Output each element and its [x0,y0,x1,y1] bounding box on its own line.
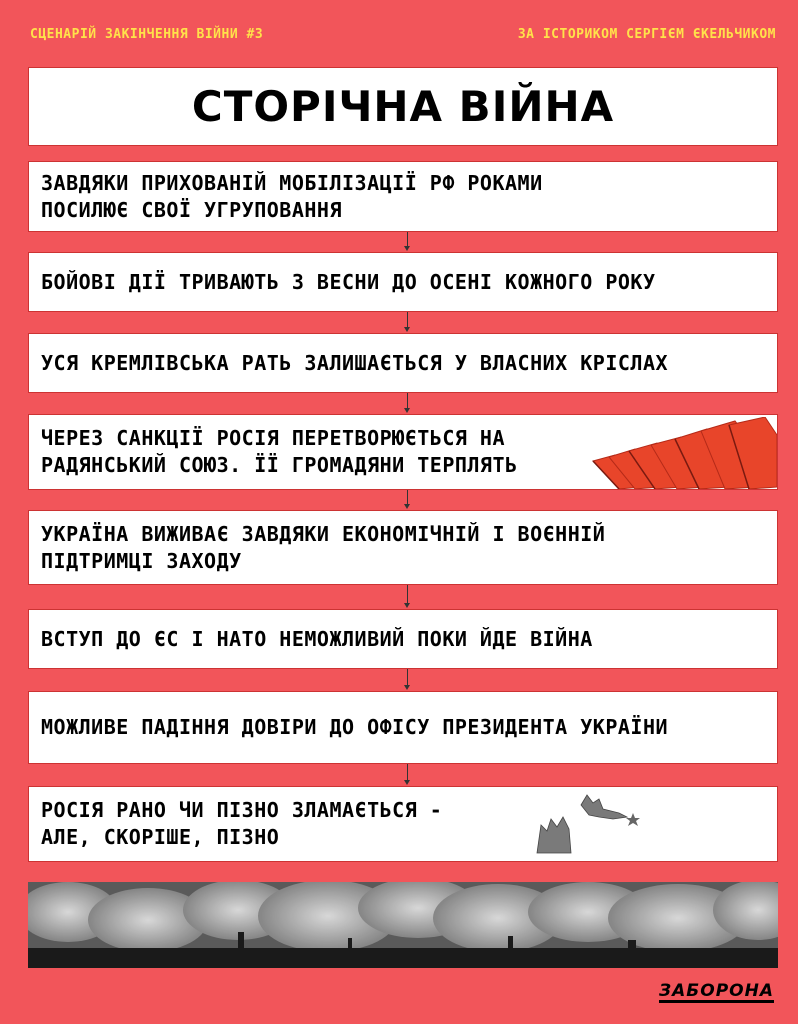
step-text-7: МОЖЛИВЕ ПАДІННЯ ДОВІРИ ДО ОФІСУ ПРЕЗИДЕНТА УКРАЇНИ [41,715,669,739]
author-label: ЗА ІСТОРИКОМ СЕРГІЄМ ЄКЕЛЬЧИКОМ [517,27,776,42]
arrow-down-icon [404,780,410,785]
explosion-smoke-image [28,882,778,968]
step-text-3: УСЯ КРЕМЛІВСЬКА РАТЬ ЗАЛИШАЄТЬСЯ У ВЛАСНИХ КРІСЛАХ [41,350,669,375]
connector-6 [407,669,408,685]
arrow-down-icon [404,408,410,413]
connector-5 [407,585,408,603]
connector-4 [407,490,408,504]
step-text-8: РОСІЯ РАНО ЧИ ПІЗНО ЗЛАМАЄТЬСЯ - АЛЕ, СКОРІШЕ, ПІЗНО [41,798,443,849]
arrow-down-icon [404,603,410,608]
title-box [28,67,778,146]
broken-kremlin-illustration [529,791,649,857]
connector-1 [407,232,408,246]
scenario-label: СЦЕНАРІЙ ЗАКІНЧЕННЯ ВІЙНИ #3 [30,27,264,42]
arrow-down-icon [404,327,410,332]
step-box-2 [28,252,778,312]
red-flags-illustration [589,417,778,490]
step-box-6 [28,609,778,669]
page-title: СТОРІЧНА ВІЙНА [191,82,615,131]
step-box-8 [28,786,778,862]
step-text-1: ЗАВДЯКИ ПРИХОВАНІЙ МОБІЛІЗАЦІЇ РФ РОКАМИ ПОСИЛЮЄ СВОЇ УГРУПОВАННЯ [41,170,543,222]
step-text-4: ЧЕРЕЗ САНКЦІЇ РОСІЯ ПЕРЕТВОРЮЄТЬСЯ НА РАДЯНСЬКИЙ СОЮЗ. ЇЇ ГРОМАДЯНИ ТЕРПЛЯТЬ [41,426,518,477]
connector-2 [407,312,408,327]
step-text-6: ВСТУП ДО ЄС І НАТО НЕМОЖЛИВИЙ ПОКИ ЙДЕ ВІЙНА [41,626,593,651]
smoke-photo [28,882,778,968]
step-box-5 [28,510,778,585]
step-box-4 [28,414,778,490]
connector-3 [407,393,408,408]
connector-7 [407,764,408,780]
step-text-5: УКРАЇНА ВИЖИВАЄ ЗАВДЯКИ ЕКОНОМІЧНІЙ І ВОЄННІЙ ПІДТРИМЦІ ЗАХОДУ [41,521,606,573]
step-box-7 [28,691,778,764]
arrow-down-icon [404,246,410,251]
step-box-1 [28,161,778,232]
zaborona-logo: ЗАБОРОНА [659,981,774,1001]
step-box-3 [28,333,778,393]
arrow-down-icon [404,685,410,690]
arrow-down-icon [404,504,410,509]
step-text-2: БОЙОВІ ДІЇ ТРИВАЮТЬ З ВЕСНИ ДО ОСЕНІ КОЖНОГО РОКУ [41,269,656,294]
